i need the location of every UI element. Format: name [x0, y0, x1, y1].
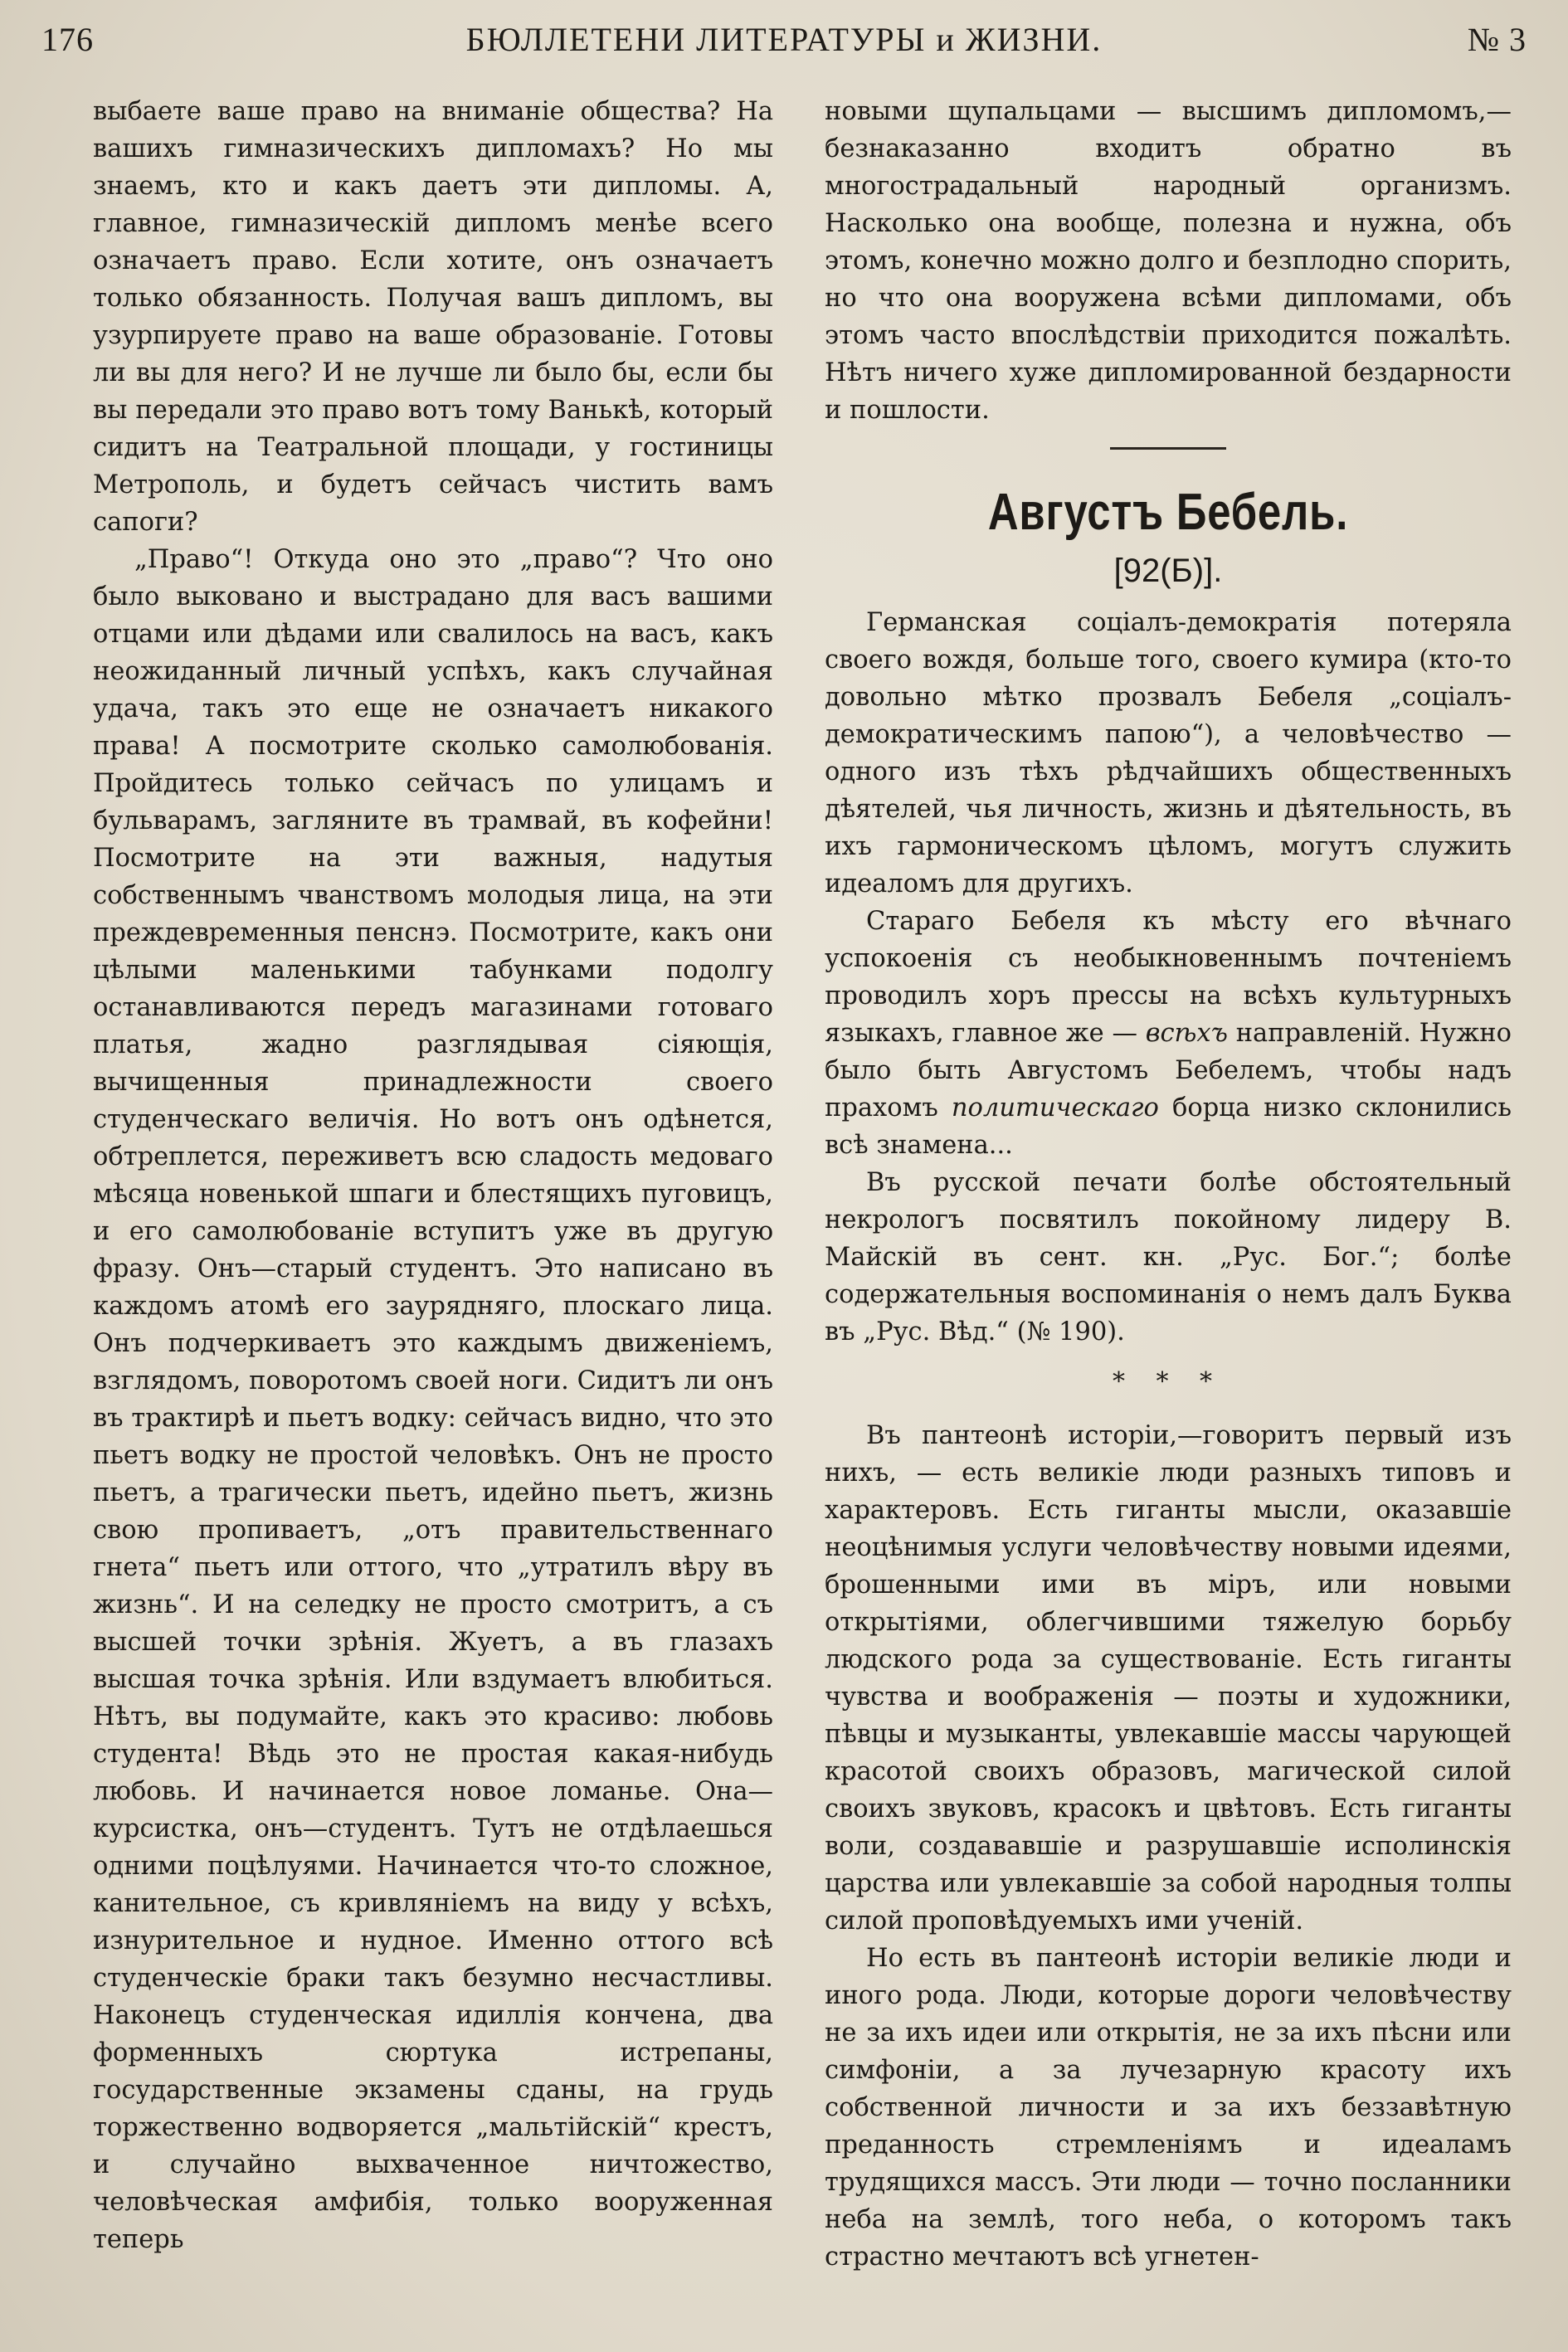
- text-run: борца низко склонились всѣ знамена...: [825, 1093, 1512, 1160]
- paragraph: выбаете ваше право на вниманіе общества? На вашихъ гимназическихъ дипломахъ? Но мы знаемъ, кто и какъ даетъ эти дипломы. А, главное, гимназическій дипломъ менѣе всего означаетъ право. Если хотите, онъ означаетъ только обязанность. Получая вашъ дипломъ, вы узурпируете право на ваше образованіе. Готовы ли вы для него? И не лучше ли было бы, если бы вы передали это право вотъ тому Ванькѣ, который сидитъ на Театральной площади, у гостиницы Метрополь, и будетъ сейчасъ чистить вамъ сапоги?: [93, 97, 773, 537]
- paragraph-continuation: новыми щупальцами — высшимъ дипломомъ,— безнаказанно входитъ обратно въ многострадальный народный организмъ. Насколько она вообще, полезна и нужна, объ этомъ, конечно можно долго и безплодно спорить, но что она вооружена всѣми дипломами, объ этомъ часто впослѣдствіи приходится пожалѣть. Нѣтъ ничего хуже дипломированной бездарности и пошлости.: [825, 97, 1512, 425]
- article-title: Августъ Бебель.: [987, 484, 1349, 541]
- italic-run: всѣхъ: [1145, 1019, 1228, 1048]
- paragraph: [825, 903, 1512, 1164]
- paragraph: Въ русской печати болѣе обстоятельный некрологъ посвятилъ покойному лидеру В. Майскій въ сент. кн. „Рус. Бог.“; болѣе содержательныя воспоминанія о немъ далъ Буква въ „Рус. Вѣд.“ (№ 190).: [825, 1168, 1512, 1346]
- section-divider: [1110, 447, 1226, 450]
- article-code: [92(Б)].: [1113, 553, 1223, 589]
- issue-number: № 3: [1467, 21, 1527, 58]
- right-column: [825, 93, 1512, 2276]
- text-run: направленій. Нужно было быть Августомъ Бебелемъ, чтобы надъ прахомъ: [825, 1019, 1512, 1122]
- left-column: [93, 93, 773, 2258]
- paragraph: Но есть въ пантеонѣ исторіи великіе люди и иного рода. Люди, которые дороги человѣчеству не за ихъ идеи или открытія, не за ихъ пѣсни или симфоніи, а за лучезарную красоту ихъ собственной личности и за ихъ беззавѣтную преданность стремленіямъ и идеаламъ трудящихся массъ. Эти люди — точно посланники неба на землѣ, того неба, о которомъ такъ страстно мечтаютъ всѣ угнетен-: [825, 1944, 1512, 2272]
- paragraph: Въ пантеонѣ исторіи,—говоритъ первый изъ нихъ, — есть великіе люди разныхъ типовъ и характеровъ. Есть гиганты мысли, оказавшіе неоцѣнимыя услуги человѣчеству новыми идеями, брошенными ими въ міръ, или новыми открытіями, облегчившими тяжелую борьбу людского рода за существованіе. Есть гиганты чувства и воображенія — поэты и художники, пѣвцы и музыканты, увлекавшіе массы чарующей красотой своихъ образовъ, магической силой своихъ звуковъ, красокъ и цвѣтовъ. Есть гиганты воли, создававшіе и разрушавшіе исполинскія царства или увлекавшіе за собой народныя толпы силой проповѣдуемыхъ ими ученій.: [825, 1421, 1512, 1936]
- section-stars: * * *: [1112, 1367, 1225, 1396]
- paragraph: „Право“! Откуда оно это „право“? Что оно было выковано и выстрадано для васъ вашими отцами или дѣдами или свалилось на васъ, какъ неожиданный личный успѣхъ, какъ случайная удача, такъ это еще не означаетъ никакого права! А посмотрите сколько самолюбованія. Пройдитесь только сейчасъ по улицамъ и бульварамъ, загляните въ трамвай, въ кофейни! Посмотрите на эти важныя, надутыя собственнымъ чванствомъ молодыя лица, на эти преждевременныя пенснэ. Посмотрите, какъ они цѣлыми маленькими табунками подолгу останавливаются передъ магазинами готоваго платья, жадно разглядывая сіяющія, вычищенныя принадлежности своего студенческаго величія. Но вотъ онъ одѣнется, обтреплется, переживетъ всю сладость медоваго мѣсяца новенькой шпаги и блестящихъ пуговицъ, и его самолюбованіе вступитъ уже въ другую фразу. Онъ—старый студентъ. Это написано въ каждомъ атомѣ его заурядняго, плоскаго лица. Онъ подчеркиваетъ это каждымъ движеніемъ, взглядомъ, поворотомъ своей ноги. Сидитъ ли онъ въ трактирѣ и пьетъ водку: сейчасъ видно, что это пьетъ водку не простой человѣкъ. Онъ не просто пьетъ, а трагически пьетъ, идейно пьетъ, жизнь свою пропиваетъ, „отъ правительственнаго гнета“ пьетъ или оттого, что „утратилъ вѣру въ жизнь“. И на селедку не просто смотритъ, а съ высшей точки зрѣнія. Жуетъ, а въ глазахъ высшая точка зрѣнія. Или вздумаетъ влюбиться. Нѣтъ, вы подумайте, какъ это красиво: любовь студента! Вѣдь это не простая какая-нибудь любовь. И начинается новое ломанье. Она—курсистка, онъ—студентъ. Тутъ не отдѣлаешься одними поцѣлуями. Начинается что-то сложное, канительное, съ кривляніемъ на виду у всѣхъ, изнурительное и нудное. Именно оттого всѣ студенческіе браки такъ безумно несчастливы. Наконецъ студенческая идиллія кончена, два форменныхъ сюртука истрепаны, государственные экзамены сданы, на грудь торжественно водворяется „мальтійскій“ крестъ, и случайно выхваченное ничтожество, человѣческая амфибія, только вооруженная теперь: [93, 545, 773, 2254]
- paragraph: Германская соціалъ-демократія потеряла своего вождя, больше того, своего кумира (кто-то довольно мѣтко прозвалъ Бебеля „соціалъ-демократическимъ папою“), а человѣчество — одного изъ тѣхъ рѣдчайшихъ общественныхъ дѣятелей, чья личность, жизнь и дѣятельность, въ ихъ гармоническомъ цѣломъ, могутъ служить идеаломъ для другихъ.: [825, 608, 1512, 898]
- journal-title: БЮЛЛЕТЕНИ ЛИТЕРАТУРЫ и ЖИЗНИ.: [465, 21, 1103, 58]
- running-header: [41, 12, 1527, 66]
- italic-run: политическаго: [951, 1093, 1159, 1122]
- page-number: 176: [41, 21, 94, 58]
- text-run: Стараго Бебеля къ мѣсту его вѣчнаго успокоенія съ необыкновеннымъ почтеніемъ проводилъ хоръ прессы на всѣхъ культурныхъ языкахъ, главное же —: [825, 907, 1512, 1048]
